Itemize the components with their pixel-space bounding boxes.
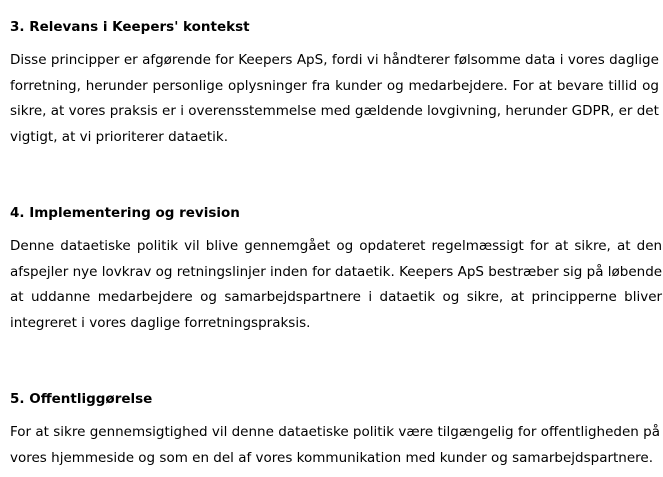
section-heading: 4. Implementering og revision: [10, 205, 240, 221]
section-heading: 3. Relevans i Keepers' kontekst: [10, 19, 250, 35]
section-paragraph: [10, 48, 659, 150]
paragraph-line: For at sikre gennemsigtighed vil denne dataetiske politik være tilgængelig for offentligheden på: [10, 424, 660, 440]
paragraph-line: vores hjemmeside og som en del af vores kommunikation med kunder og samarbejdspartnere.: [10, 449, 654, 466]
paragraph-line: afspejler nye lovkrav og retningslinjer inden for dataetik. Keepers ApS bestræber sig på løbende: [10, 263, 663, 280]
section-paragraph: [10, 420, 660, 471]
paragraph-line: sikre, at vores praksis er i overensstemmelse med gældende lovgivning, herunder GDPR, er det: [10, 103, 659, 119]
paragraph-line: Disse principper er afgørende for Keepers ApS, fordi vi håndterer følsomme data i vores daglige: [10, 52, 659, 68]
section-paragraph: [10, 234, 662, 336]
section-heading: 5. Offentliggørelse: [10, 391, 153, 407]
paragraph-line: at uddanne medarbejdere og samarbejdspartnere i dataetik og sikre, at principperne bliver: [10, 289, 663, 305]
paragraph-line: forretning, herunder personlige oplysninger fra kunder og medarbejdere. For at bevare tillid og: [10, 77, 659, 94]
paragraph-line: integreret i vores daglige forretningspraksis.: [10, 314, 311, 331]
paragraph-line: vigtigt, at vi prioriterer dataetik.: [10, 128, 228, 145]
paragraph-line: Denne dataetiske politik vil blive gennemgået og opdateret regelmæssigt for at sikre, at den: [10, 238, 663, 254]
